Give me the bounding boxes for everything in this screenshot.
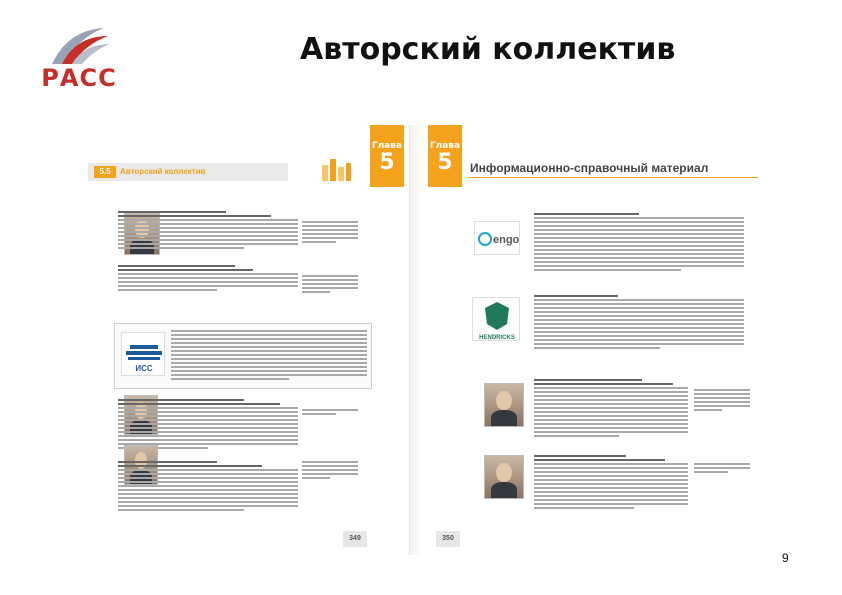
company-description: [171, 330, 367, 386]
chapter-label: Глава: [429, 141, 461, 151]
author-note: [694, 463, 750, 481]
author-note: [694, 389, 750, 419]
hendricks-logo-icon: [473, 298, 521, 342]
chapter-number: 5: [379, 150, 395, 175]
right-page: [422, 125, 758, 555]
ics-logo-text: ИСС: [135, 364, 153, 373]
spine: [410, 125, 422, 555]
author-bio: [118, 461, 298, 517]
company-description: [534, 213, 744, 279]
page-number: 350: [436, 531, 460, 547]
author-note: [302, 461, 358, 485]
chapter-tab-left: [370, 125, 404, 187]
section-header-bar: [88, 163, 288, 181]
logo-text: РАСС: [41, 64, 117, 92]
engo-logo: [474, 221, 520, 255]
author-note: [302, 221, 358, 255]
rass-logo: [38, 24, 120, 90]
rass-wings-icon: [38, 24, 120, 66]
left-page: [88, 125, 410, 555]
chapter-number: 5: [437, 150, 453, 175]
company-description: [534, 295, 744, 355]
ics-logo: [121, 332, 165, 376]
author-bio: [118, 211, 298, 259]
building-icon: [320, 155, 352, 181]
ics-logo-icon: [122, 333, 166, 377]
engo-logo-text: engo: [493, 234, 520, 246]
header-rule: [468, 177, 758, 178]
chapter-tab-right: [428, 125, 462, 187]
chapter-label: Глава: [371, 141, 403, 151]
page-number: 349: [343, 531, 367, 547]
book-spread: [88, 125, 758, 555]
author-note: [302, 275, 358, 303]
company-box: [114, 323, 372, 389]
slide-title: Авторский коллектив: [300, 32, 676, 67]
section-number: 5.5: [94, 166, 116, 178]
author-photo: [484, 455, 524, 499]
author-photo: [484, 383, 524, 427]
section-title: Информационно-справочный материал: [470, 161, 709, 175]
author-note: [302, 409, 358, 421]
slide-number: 9: [782, 551, 789, 565]
author-bio: [534, 455, 688, 515]
hendricks-logo-text: HENDRICKS: [479, 335, 515, 341]
author-bio: [118, 265, 298, 301]
engo-logo-icon: [475, 222, 521, 256]
section-title: Авторский коллектив: [120, 167, 206, 176]
author-bio: [534, 379, 688, 443]
hendricks-logo: [472, 297, 520, 341]
